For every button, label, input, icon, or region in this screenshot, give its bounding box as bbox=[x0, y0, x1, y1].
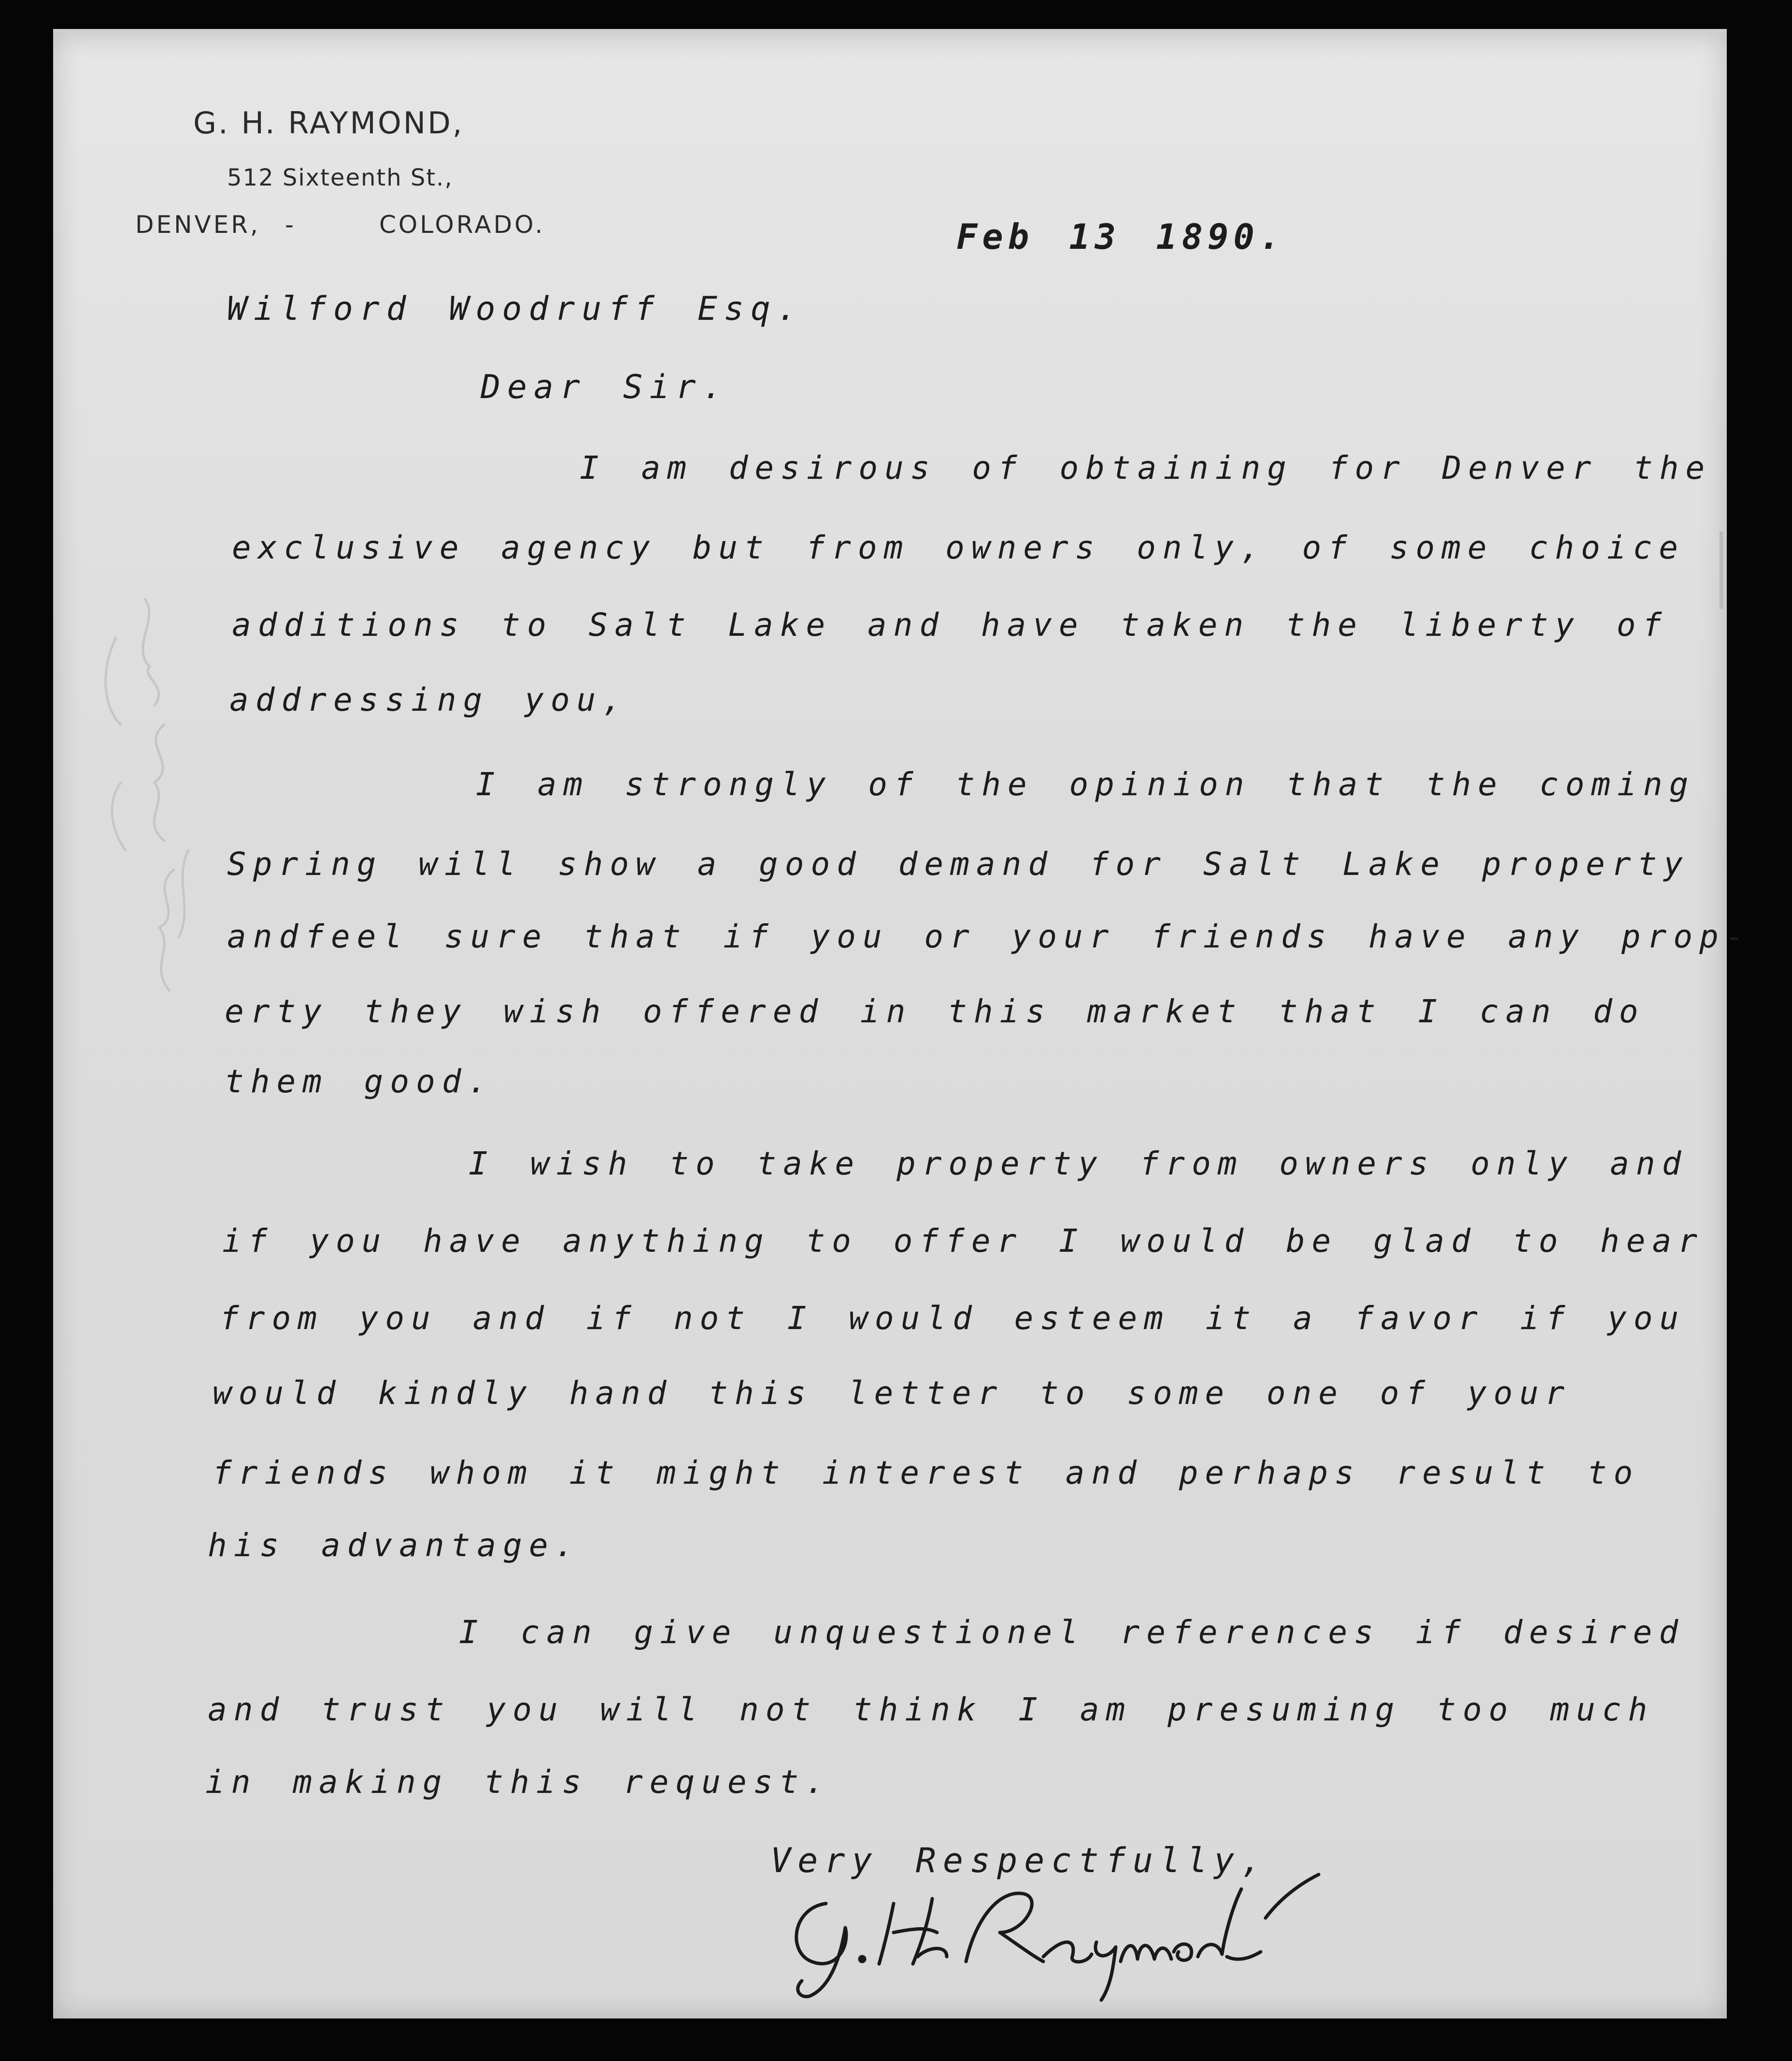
body-line: them good. bbox=[225, 1063, 494, 1100]
body-line: andfeel sure that if you or your friends have any prop- bbox=[227, 918, 1751, 955]
body-line: if you have anything to offer I would be glad to hear bbox=[222, 1222, 1704, 1260]
letterhead-city: DENVER, - bbox=[135, 211, 296, 239]
body-line: in making this request. bbox=[205, 1763, 831, 1801]
body-line: his advantage. bbox=[208, 1527, 581, 1564]
body-line: I can give unquestionel references if desired bbox=[459, 1614, 1685, 1651]
body-line: exclusive agency but from owners only, of some choice bbox=[232, 529, 1685, 566]
body-line: erty they wish offered in this market that I can do bbox=[225, 993, 1645, 1030]
letterhead-state: COLORADO. bbox=[379, 211, 545, 239]
body-line: I am strongly of the opinion that the coming bbox=[476, 766, 1695, 803]
body-line: from you and if not I would esteem it a favor if you bbox=[220, 1300, 1686, 1337]
body-line: friends whom it might interest and perhaps result to bbox=[213, 1454, 1640, 1491]
letter-date: Feb 13 1890. bbox=[956, 216, 1285, 257]
recipient-line: Wilford Woodruff Esq. bbox=[227, 290, 804, 328]
body-line: addressing you, bbox=[229, 681, 629, 718]
paper-fold-mark bbox=[1720, 531, 1723, 609]
body-line: and trust you will not think I am presuming too much bbox=[208, 1691, 1654, 1728]
body-line: Spring will show a good demand for Salt Lake property bbox=[227, 845, 1690, 883]
body-line: additions to Salt Lake and have taken the liberty of bbox=[232, 606, 1669, 644]
handwritten-signature bbox=[773, 1860, 1328, 2019]
pencil-margin-note bbox=[72, 580, 208, 1015]
body-line: I am desirous of obtaining for Denver the bbox=[580, 449, 1712, 487]
closing-line: Very Respectfully, bbox=[770, 1841, 1268, 1880]
letterhead-street: 512 Sixteenth St., bbox=[227, 164, 453, 191]
salutation: Dear Sir. bbox=[481, 368, 729, 406]
body-line: would kindly hand this letter to some one of your bbox=[213, 1374, 1572, 1412]
body-line: I wish to take property from owners only and bbox=[469, 1145, 1688, 1182]
letterhead-name: G. H. RAYMOND, bbox=[193, 105, 464, 141]
